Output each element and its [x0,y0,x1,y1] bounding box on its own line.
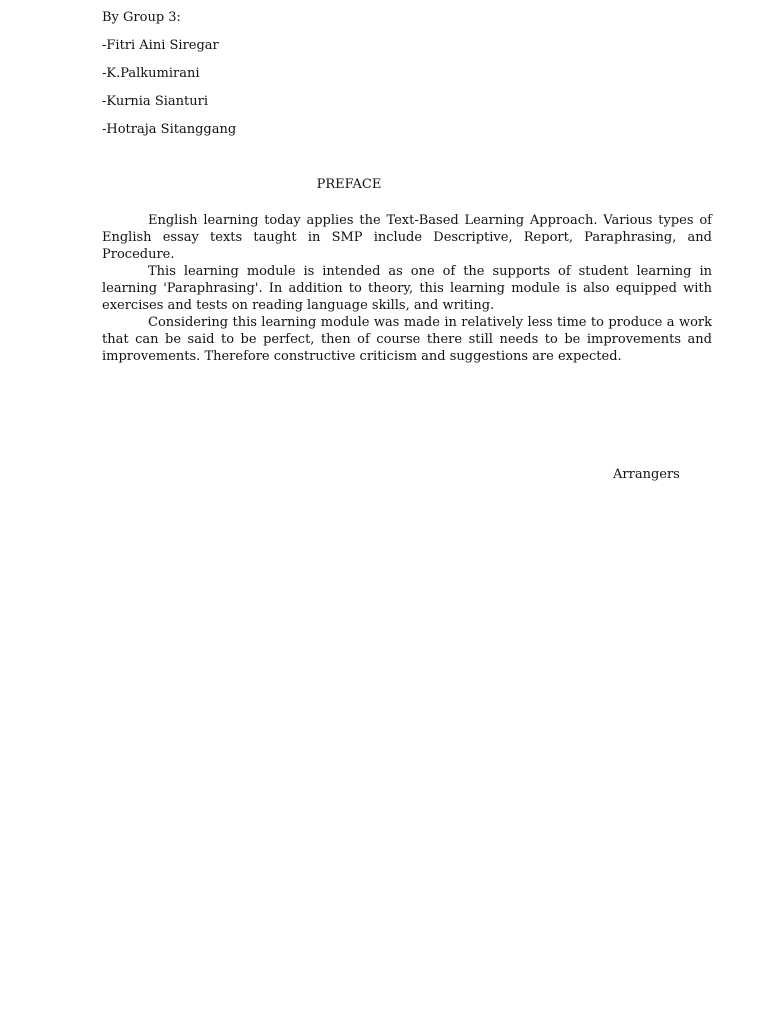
group-member: -Hotraja Sitanggang [102,122,237,137]
group-header: By Group 3: [102,10,181,25]
group-member: -Fitri Aini Siregar [102,38,219,53]
preface-title: PREFACE [316,177,382,192]
preface-body [102,212,712,365]
signature: Arrangers [613,467,680,482]
preface-paragraph: English learning today applies the Text-Based Learning Approach. Various types of English essay texts taught in SMP include Descriptive, Report, Paraphrasing, and Procedure. [102,213,712,262]
group-member: -K.Palkumirani [102,66,200,81]
preface-paragraph: This learning module is intended as one of the supports of student learning in learning 'Paraphrasing'. In addition to theory, this learning module is also equipped with exercises and tests on reading language skills, and writing. [102,264,712,313]
preface-paragraph: Considering this learning module was made in relatively less time to produce a work that can be said to be perfect, then of course there still needs to be improvements and improvements. Therefore constructive criticism and suggestions are expected. [102,315,712,364]
group-member: -Kurnia Sianturi [102,94,208,109]
